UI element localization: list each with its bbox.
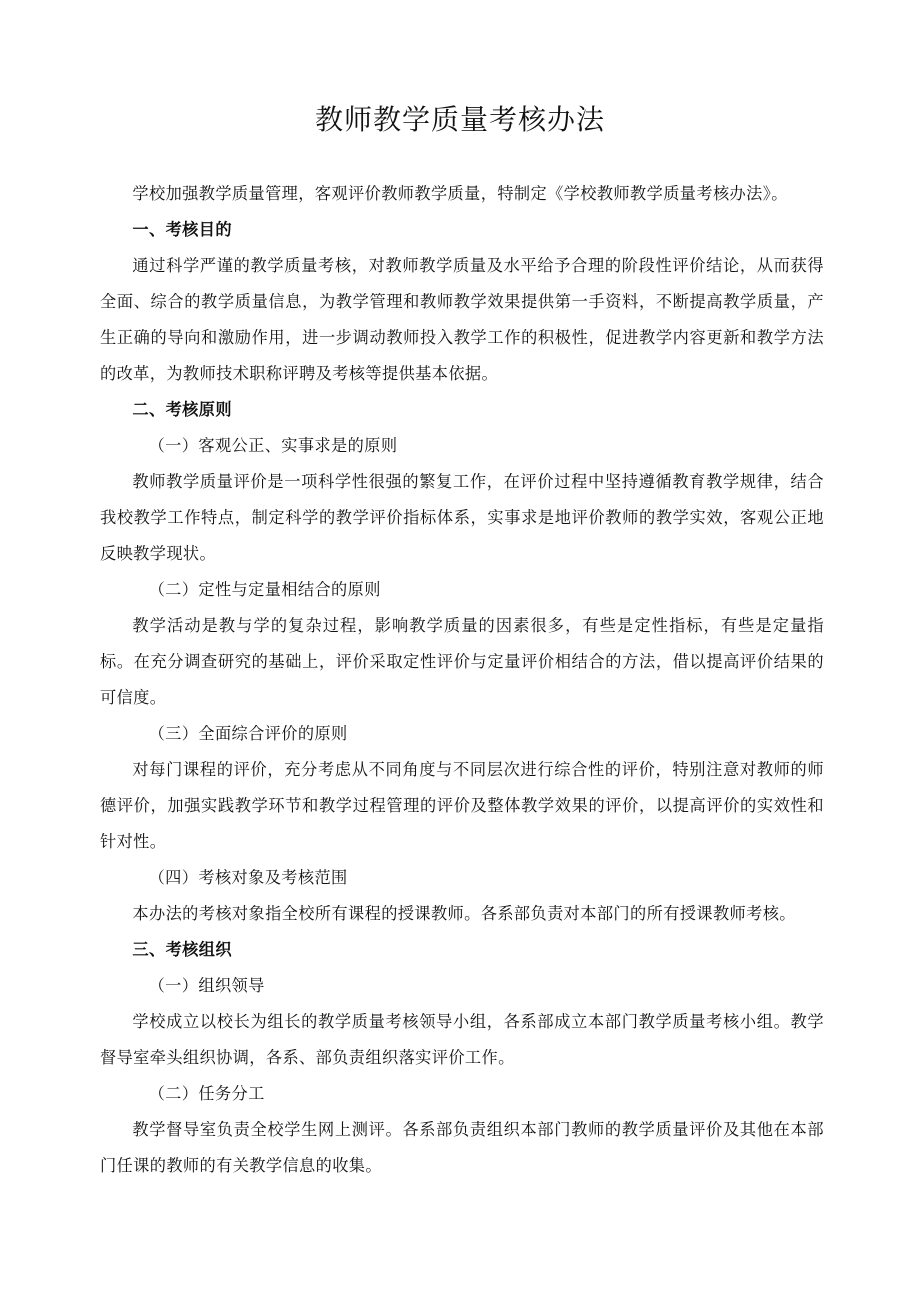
section-3-sub-2-text: 教学督导室负责全校学生网上测评。各系部负责组织本部门教师的教学质量评价及其他在本部门任课的教师的有关教学信息的收集。	[100, 1120, 824, 1175]
section-3-heading: 三、考核组织	[132, 940, 232, 959]
section-2-sub-1-text: 教师教学质量评价是一项科学性很强的繁复工作，在评价过程中坚持遵循教育教学规律，结合我校教学工作特点，制定科学的教学评价指标体系，实事求是地评价教师的教学实效，客观公正地反映教学现状。	[100, 472, 824, 563]
section-2-sub-3-text: 对每门课程的评价，充分考虑从不同角度与不同层次进行综合性的评价，特别注意对教师的师德评价，加强实践教学环节和教学过程管理的评价及整体教学效果的评价，以提高评价的实效性和针对性。	[100, 760, 824, 851]
section-2-sub-4-title: （四）考核对象及考核范围	[148, 868, 348, 887]
section-2-sub-3-title: （三）全面综合评价的原则	[148, 724, 348, 743]
document-title: 教师教学质量考核办法	[314, 103, 605, 136]
section-3-sub-2-title: （二）任务分工	[148, 1084, 265, 1103]
document-body	[100, 176, 824, 1184]
section-3-sub-1-text: 学校成立以校长为组长的教学质量考核领导小组，各系部成立本部门教学质量考核小组。教学督导室牵头组织协调，各系、部负责组织落实评价工作。	[100, 1012, 824, 1067]
section-1-text: 通过科学严谨的教学质量考核，对教师教学质量及水平给予合理的阶段性评价结论，从而获得全面、综合的教学质量信息，为教学管理和教师教学效果提供第一手资料，不断提高教学质量，产生正确的导向和激励作用，进一步调动教师投入教学工作的积极性，促进教学内容更新和教学方法的改革，为教师技术职称评聘及考核等提供基本依据。	[100, 256, 824, 383]
section-2-sub-4-text: 本办法的考核对象指全校所有课程的授课教师。各系部负责对本部门的所有授课教师考核。	[132, 904, 796, 923]
intro-paragraph: 学校加强教学质量管理，客观评价教师教学质量，特制定《学校教师教学质量考核办法》。	[132, 184, 788, 203]
section-2-heading: 二、考核原则	[132, 400, 232, 419]
section-2-sub-2-text: 教学活动是教与学的复杂过程，影响教学质量的因素很多，有些是定性指标，有些是定量指标。在充分调查研究的基础上，评价采取定性评价与定量评价相结合的方法，借以提高评价结果的可信度。	[100, 616, 824, 707]
section-2-sub-1-title: （一）客观公正、实事求是的原则	[148, 436, 398, 455]
section-1-heading: 一、考核目的	[132, 220, 232, 239]
section-2-sub-2-title: （二）定性与定量相结合的原则	[148, 580, 381, 599]
section-3-sub-1-title: （一）组织领导	[148, 976, 265, 995]
